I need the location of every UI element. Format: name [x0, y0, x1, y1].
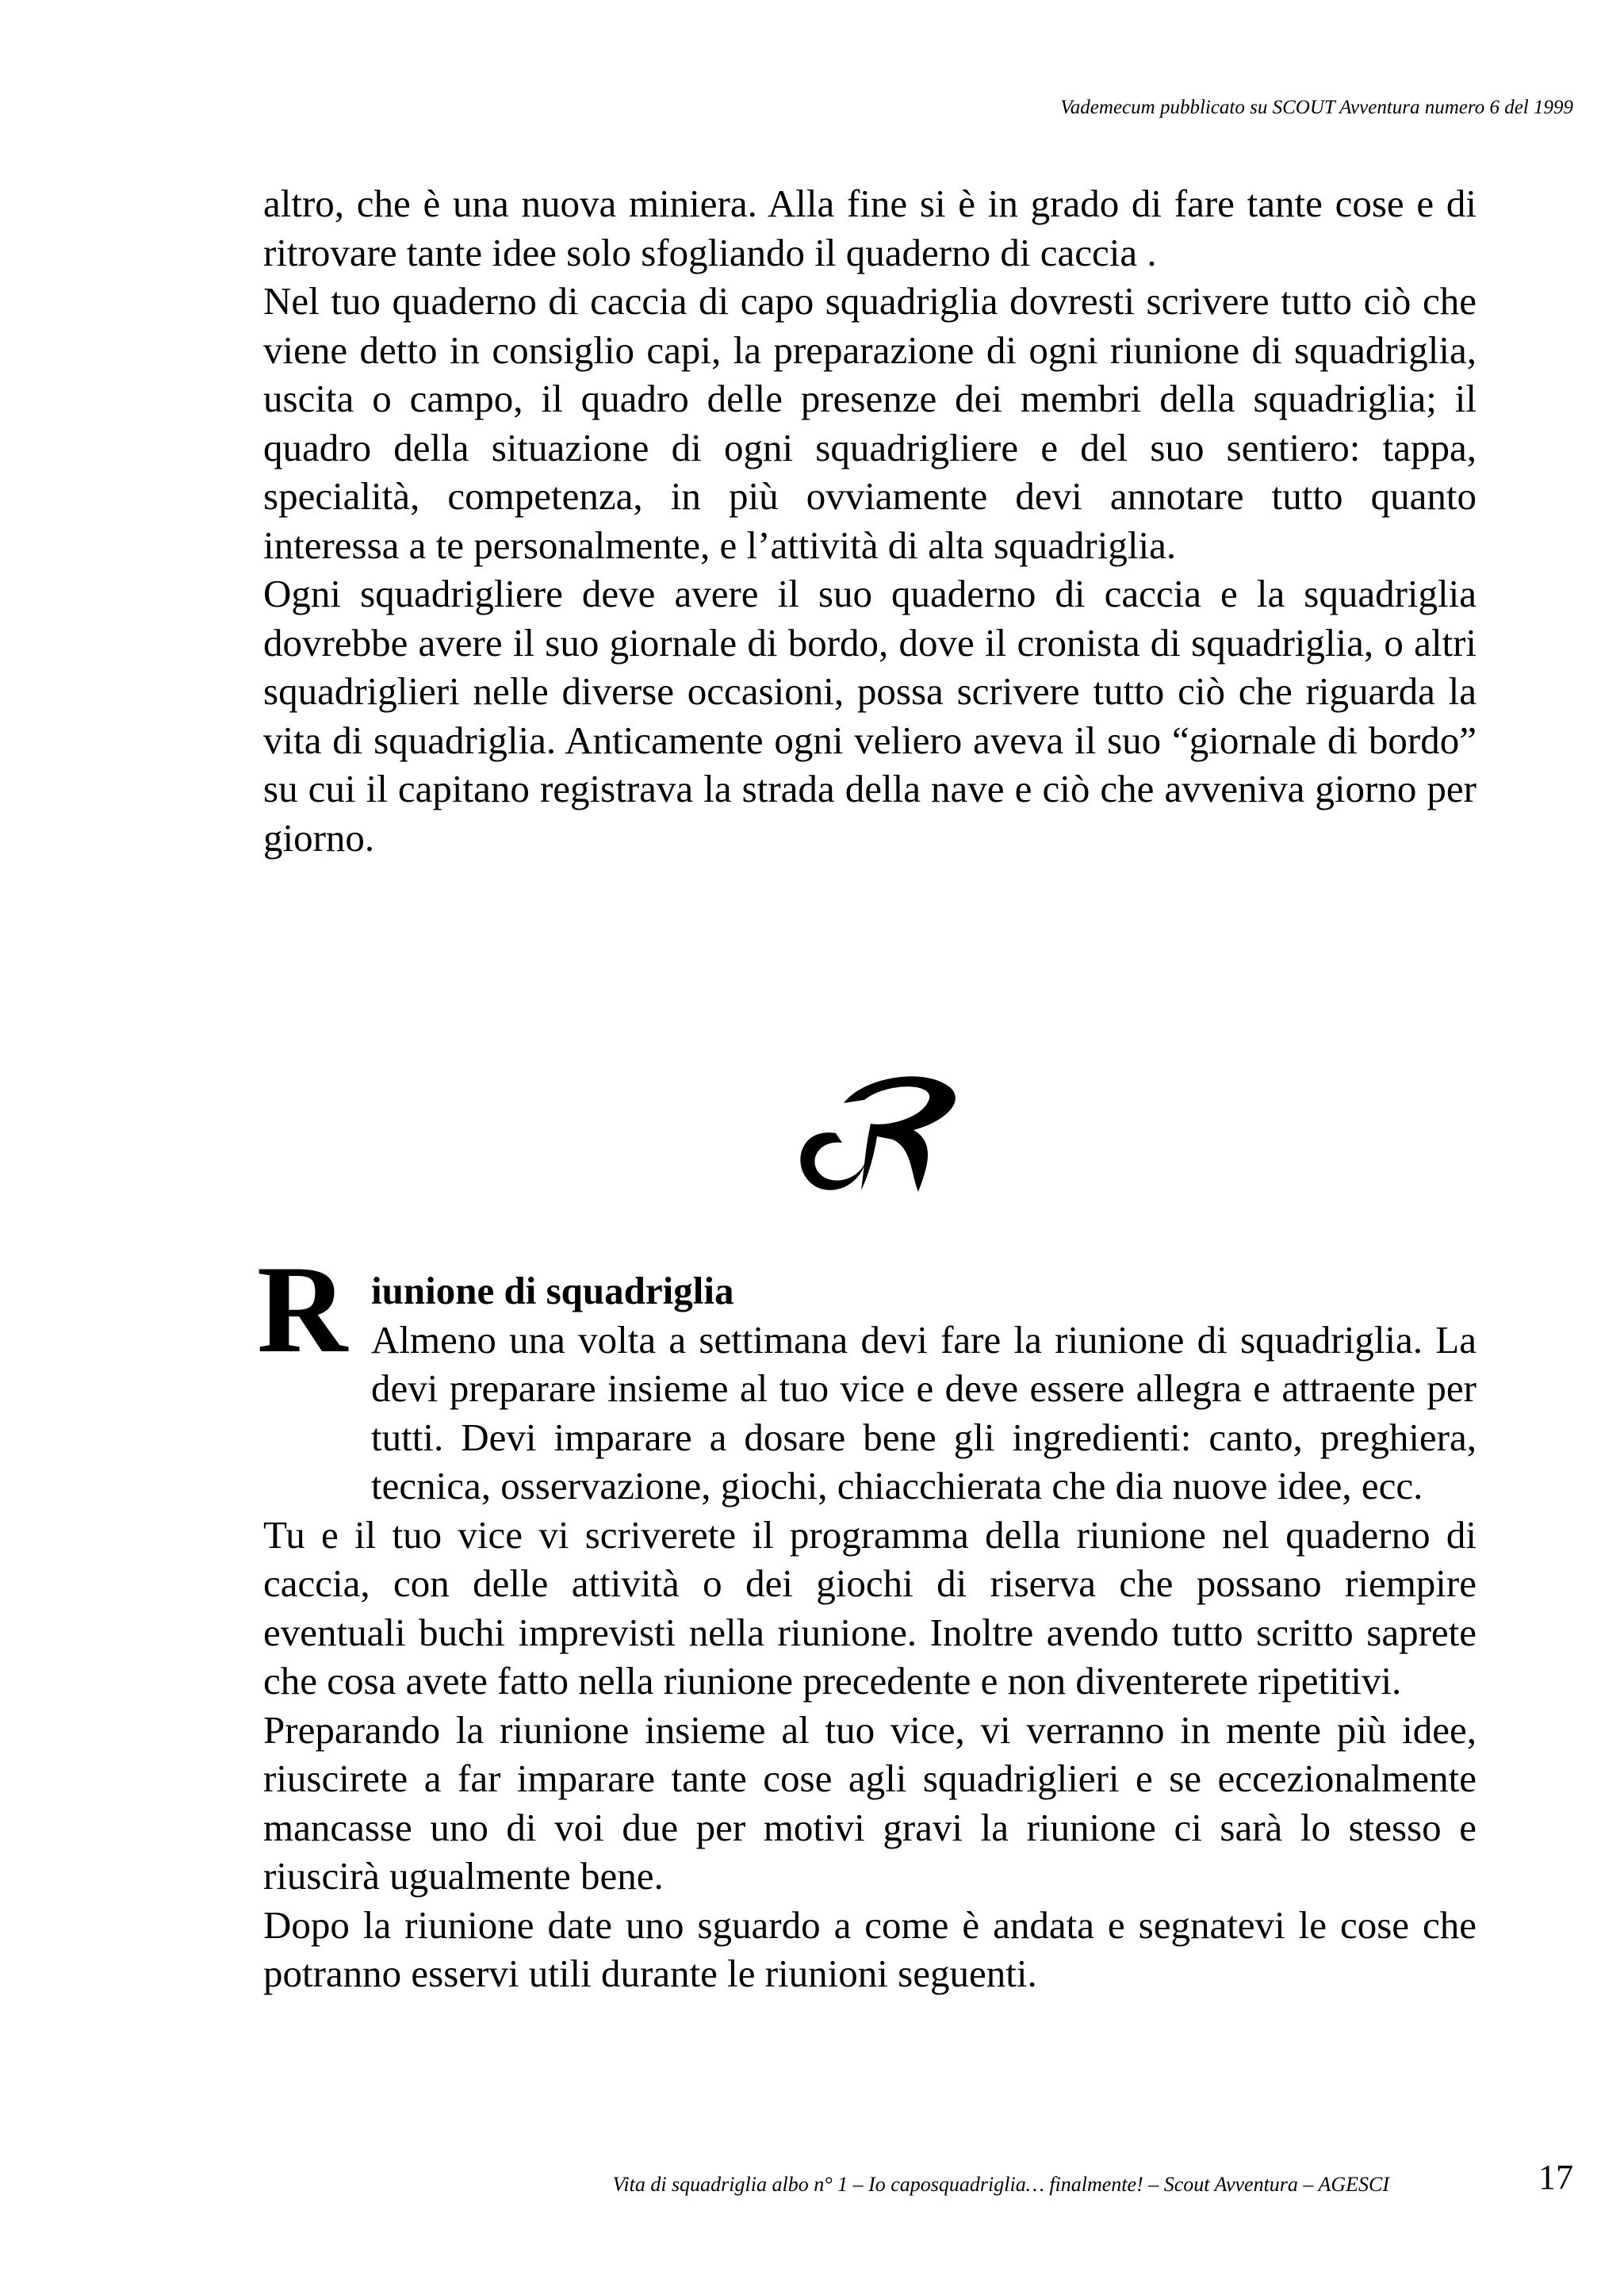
paragraph: Preparando la riunione insieme al tuo vice, vi verranno in mente più idee, riuscirete a far imparare tante cose agli squadriglieri e se eccezionalmente mancasse uno di voi due per motivi gravi la riunione ci sarà lo stesso e riuscirà ugualmente bene.: [263, 1707, 1477, 1898]
section-title: iunione di squadriglia: [371, 1269, 734, 1312]
running-header: Vademecum pubblicato su SCOUT Avventura numero 6 del 1999: [1060, 97, 1573, 118]
top-text-block: [263, 179, 1477, 862]
r-monogram-ornament: [788, 1071, 959, 1197]
drop-cap: R: [257, 1240, 348, 1379]
section-riunione: [257, 1240, 1477, 1998]
paragraph: Dopo la riunione date uno sguardo a come è andata e segnatevi le cose che potranno esservi utili durante le riunioni seguenti.: [263, 1902, 1477, 1995]
paragraph: Ogni squadrigliere deve avere il suo quaderno di caccia e la squadriglia dovrebbe avere il suo giornale di bordo, dove il cronista di squadriglia, o altri squadriglieri nelle diverse occasioni, possa scrivere tutto ciò che riguarda la vita di squadriglia. Anticamente ogni veliero aveva il suo “giornale di bordo” su cui il capitano registrava la strada della nave e ciò che avveniva giorno per giorno.: [263, 572, 1477, 860]
paragraph: Tu e il tuo vice vi scriverete il programma della riunione nel quaderno di caccia, con delle attività o dei giochi di riserva che possano riempire eventuali buchi imprevisti nella riunione. Inoltre avendo tutto scritto saprete che cosa avete fatto nella riunione precedente e non diventerete ripetitivi.: [263, 1512, 1477, 1703]
page-number: 17: [1538, 2158, 1573, 2197]
paragraph: Nel tuo quaderno di caccia di capo squadriglia dovresti scrivere tutto ciò che viene detto in consiglio capi, la preparazione di ogni riunione di squadriglia, uscita o campo, il quadro delle presenze dei membri della squadriglia; il quadro della situazione di ogni squadrigliere e del suo sentiero: tappa, specialità, competenza, in più ovviamente devi annotare tutto quanto interessa a te personalmente, e l’attività di alta squadriglia.: [263, 279, 1477, 567]
section-heading: [257, 1240, 1477, 1379]
footer-text: Vita di squadriglia albo n° 1 – Io caposquadriglia… finalmente! – Scout Avventura – AGESCI: [612, 2173, 1389, 2196]
paragraph: altro, che è una nuova miniera. Alla fine si è in grado di fare tante cose e di ritrovare tante idee solo sfogliando il quaderno di caccia .: [263, 182, 1477, 274]
paragraph: Almeno una volta a settimana devi fare la riunione di squadriglia. La devi preparare insieme al tuo vice e deve essere allegra e attraente per tutti. Devi imparare a dosare bene gli ingredienti: canto, preghiera, tecnica, osservazione, giochi, chiacchierata che dia nuove idee, ecc.: [371, 1317, 1477, 1507]
